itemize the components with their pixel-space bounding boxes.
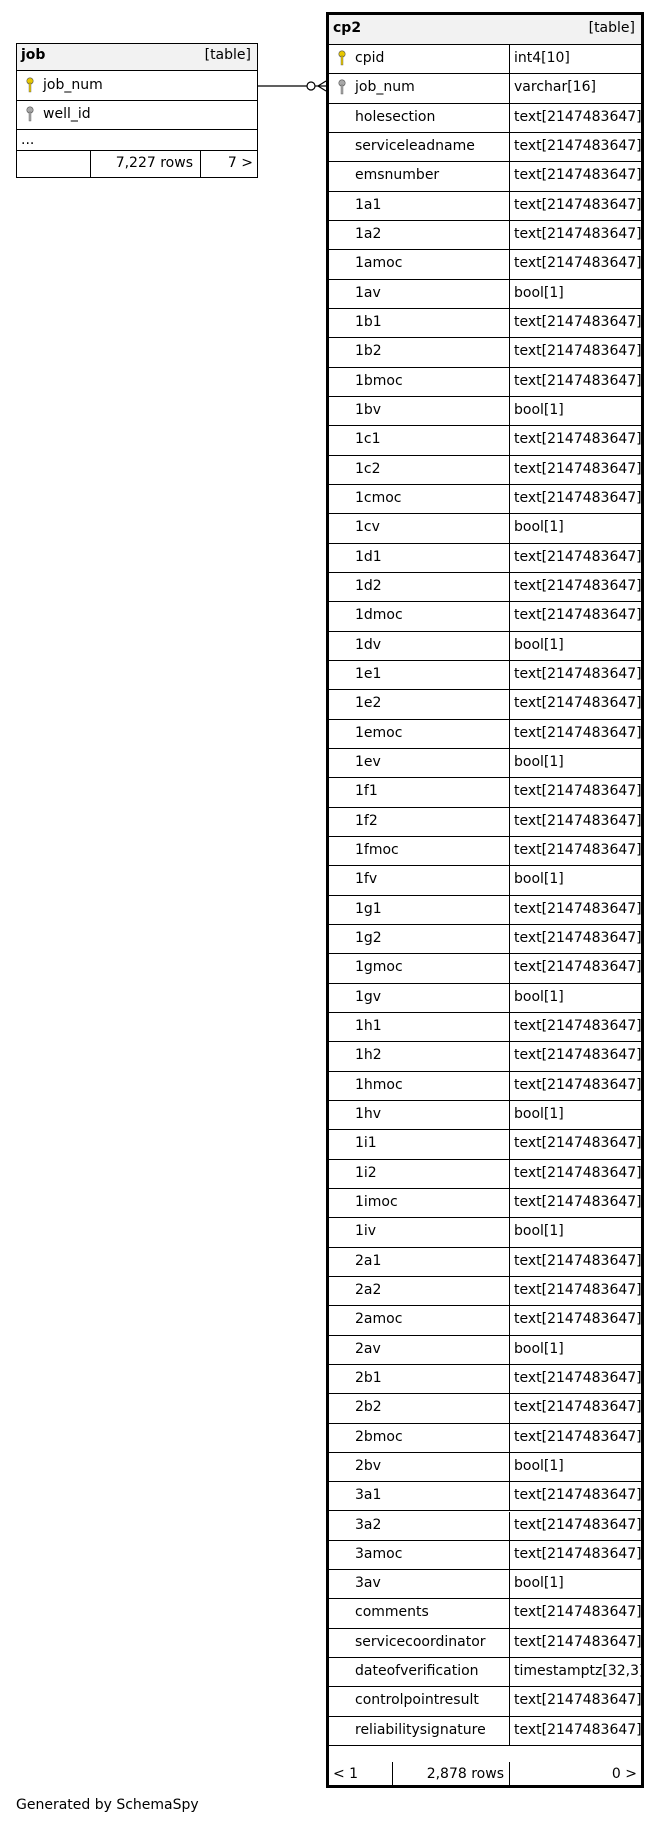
cp2-column-name: 2bmoc [355, 1428, 403, 1445]
cp2-column-row[interactable] [329, 837, 641, 866]
cp2-column-type: text[2147483647] [514, 577, 642, 594]
cp2-column-name: 2a1 [355, 1252, 382, 1269]
cp2-column-row[interactable] [329, 221, 641, 250]
cp2-column-type: text[2147483647] [514, 1369, 642, 1386]
generated-by-footer: Generated by SchemaSpy [16, 1797, 199, 1813]
cp2-column-row[interactable] [329, 1541, 641, 1570]
cp2-column-name: 1i2 [355, 1164, 377, 1181]
cp2-column-type: text[2147483647] [514, 1692, 642, 1709]
cp2-column-type: text[2147483647] [514, 1311, 642, 1328]
cp2-column-row[interactable] [329, 1042, 641, 1071]
cp2-column-row[interactable] [329, 1365, 641, 1394]
cp2-column-row[interactable] [329, 602, 641, 631]
cp2-column-row[interactable] [329, 984, 641, 1013]
cp2-column-name: 2a2 [355, 1281, 382, 1298]
cp2-column-row[interactable] [329, 1717, 641, 1746]
cp2-column-row[interactable] [329, 1248, 641, 1277]
cp2-column-row[interactable] [329, 485, 641, 514]
cp2-column-type: text[2147483647] [514, 900, 642, 917]
cp2-column-type: text[2147483647] [514, 1017, 642, 1034]
cp2-column-name: serviceleadname [355, 137, 475, 154]
cp2-column-name: 1b2 [355, 343, 382, 360]
cp2-column-name: 1dv [355, 636, 382, 653]
job-table-name: job [21, 47, 46, 63]
cp2-column-type: bool[1] [514, 519, 564, 536]
cp2-column-row[interactable] [329, 1512, 641, 1541]
cp2-column-name: 1h2 [355, 1047, 382, 1064]
cp2-column-type: text[2147483647] [514, 1428, 642, 1445]
cp2-column-type: text[2147483647] [514, 1604, 642, 1621]
cp2-column-row[interactable] [329, 1599, 641, 1628]
cp2-column-row[interactable] [329, 954, 641, 983]
cp2-column-name: 2b2 [355, 1399, 382, 1416]
cp2-column-row[interactable] [329, 133, 641, 162]
cp2-column-row[interactable] [329, 632, 641, 661]
cp2-table-header[interactable] [329, 15, 641, 45]
cp2-column-name: reliabilitysignature [355, 1721, 486, 1738]
cp2-column-row[interactable] [329, 1218, 641, 1247]
cp2-column-type: text[2147483647] [514, 1252, 642, 1269]
cp2-column-name: controlpointresult [355, 1692, 479, 1709]
cp2-column-row[interactable] [329, 1424, 641, 1453]
cp2-column-name: 1d1 [355, 548, 382, 565]
cp2-column-row[interactable] [329, 338, 641, 367]
cp2-column-name: 3a1 [355, 1487, 382, 1504]
cp2-column-row[interactable] [329, 896, 641, 925]
cp2-column-type: text[2147483647] [514, 1516, 642, 1533]
cp2-column-row[interactable] [329, 1277, 641, 1306]
cp2-column-name: 1bmoc [355, 372, 403, 389]
cp2-column-name: 1bv [355, 401, 382, 418]
cp2-column-name: 1g1 [355, 900, 382, 917]
cp2-column-type: text[2147483647] [514, 1164, 642, 1181]
cp2-column-type: text[2147483647] [514, 959, 642, 976]
foreign-key-icon [337, 79, 347, 95]
cp2-column-name: 1av [355, 284, 381, 301]
cp2-column-name: servicecoordinator [355, 1633, 486, 1650]
cp2-column-type: text[2147483647] [514, 167, 642, 184]
cp2-column-row[interactable] [329, 573, 641, 602]
cp2-column-row[interactable] [329, 1570, 641, 1599]
cp2-column-type: bool[1] [514, 988, 564, 1005]
cp2-column-name: 2av [355, 1340, 381, 1357]
cp2-column-row[interactable] [329, 192, 641, 221]
cp2-column-type: bool[1] [514, 1340, 564, 1357]
cp2-column-name: cpid [355, 50, 385, 66]
cp2-column-row[interactable] [329, 1072, 641, 1101]
cp2-column-row[interactable] [329, 104, 641, 133]
cp2-column-row[interactable] [329, 720, 641, 749]
cp2-table-footer [329, 1762, 641, 1788]
job-table-kind: [table] [204, 47, 251, 63]
cp2-column-type: bool[1] [514, 284, 564, 301]
cp2-column-row[interactable] [329, 1306, 641, 1335]
cp2-column-name: 1emoc [355, 724, 403, 741]
job-children-link[interactable]: 7 > [227, 155, 253, 171]
cp2-column-row[interactable] [329, 74, 641, 103]
cp2-column-name: 1hv [355, 1105, 382, 1122]
cp2-column-name: 1f1 [355, 783, 378, 800]
cp2-column-name: 1d2 [355, 577, 382, 594]
cp2-column-type: timestamptz[32,3] [514, 1663, 645, 1680]
cp2-table-name: cp2 [333, 20, 362, 36]
cp2-column-type: text[2147483647] [514, 255, 642, 272]
cp2-column-row[interactable] [329, 749, 641, 778]
cp2-column-name: 1b1 [355, 313, 382, 330]
cp2-column-name: 1ev [355, 753, 381, 770]
job-column-name: well_id [43, 106, 91, 122]
cp2-column-type: text[2147483647] [514, 665, 642, 682]
cp2-column-type: text[2147483647] [514, 1545, 642, 1562]
cp2-column-type: bool[1] [514, 1457, 564, 1474]
cp2-column-row[interactable] [329, 1013, 641, 1042]
cp2-column-type: text[2147483647] [514, 841, 642, 858]
cp2-column-row[interactable] [329, 1658, 645, 1687]
cp2-column-name: 3a2 [355, 1516, 382, 1533]
cp2-column-row[interactable] [329, 162, 641, 191]
cp2-column-row[interactable] [329, 368, 641, 397]
cp2-column-name: 1e2 [355, 695, 382, 712]
cp2-column-type: bool[1] [514, 401, 564, 418]
cp2-rows-count: 2,878 rows [426, 1766, 504, 1782]
cp2-column-type: text[2147483647] [514, 196, 642, 213]
cp2-column-name: 1e1 [355, 665, 382, 682]
cp2-column-type: text[2147483647] [514, 724, 642, 741]
cp2-column-type: text[2147483647] [514, 1399, 642, 1416]
cp2-column-type: bool[1] [514, 1223, 564, 1240]
cp2-column-row[interactable] [329, 925, 641, 954]
cp2-column-name: 1imoc [355, 1193, 398, 1210]
cp2-column-name: 1iv [355, 1223, 377, 1240]
cp2-column-row[interactable] [329, 544, 641, 573]
cp2-column-row[interactable] [329, 778, 641, 807]
cp2-parents-link[interactable]: < 1 [333, 1766, 359, 1782]
cp2-column-row[interactable] [329, 1101, 641, 1130]
cp2-column-row[interactable] [329, 1482, 641, 1511]
cp2-column-name: 1a2 [355, 225, 382, 242]
cp2-column-type: text[2147483647] [514, 1135, 642, 1152]
cp2-column-type: bool[1] [514, 1575, 564, 1592]
cp2-column-type: text[2147483647] [514, 1487, 642, 1504]
cp2-column-type: text[2147483647] [514, 1193, 642, 1210]
cp2-column-name: 1hmoc [355, 1076, 403, 1093]
cp2-column-row[interactable] [329, 45, 641, 74]
cp2-column-type: text[2147483647] [514, 1281, 642, 1298]
cp2-column-name: holesection [355, 108, 436, 125]
cp2-column-row[interactable] [329, 250, 641, 279]
cp2-column-type: text[2147483647] [514, 1633, 642, 1650]
cp2-column-name: 1fmoc [355, 841, 399, 858]
cp2-column-type: text[2147483647] [514, 1721, 642, 1738]
cp2-column-type: bool[1] [514, 871, 564, 888]
cp2-column-name: 1c1 [355, 431, 381, 448]
cp2-column-type: bool[1] [514, 753, 564, 770]
cp2-column-row[interactable] [329, 1453, 641, 1482]
job-column-name: job_num [43, 77, 103, 93]
cp2-column-type: text[2147483647] [514, 548, 642, 565]
cp2-column-name: 1fv [355, 871, 378, 888]
cp2-column-row[interactable] [329, 1160, 641, 1189]
cp2-column-type: text[2147483647] [514, 489, 642, 506]
cp2-column-type: text[2147483647] [514, 1076, 642, 1093]
cp2-column-name: 1c2 [355, 460, 381, 477]
cp2-column-name: 1dmoc [355, 607, 403, 624]
cp2-column-row[interactable] [329, 1394, 641, 1423]
cp2-children-link[interactable]: 0 > [611, 1766, 637, 1782]
cp2-column-name: job_num [355, 79, 415, 96]
cp2-column-name: comments [355, 1604, 429, 1621]
cp2-column-row[interactable] [329, 426, 641, 455]
cp2-table[interactable] [326, 12, 644, 1788]
job-rows-count: 7,227 rows [115, 155, 193, 171]
cp2-column-row[interactable] [329, 309, 641, 338]
cp2-column-name: 3av [355, 1575, 381, 1592]
cp2-column-name: 2b1 [355, 1369, 382, 1386]
cp2-column-type: text[2147483647] [514, 372, 642, 389]
cp2-column-row[interactable] [329, 866, 641, 895]
cp2-column-type: bool[1] [514, 1105, 564, 1122]
cp2-column-name: 1a1 [355, 196, 382, 213]
cp2-column-row[interactable] [329, 1189, 641, 1218]
job-ellipsis: ... [21, 132, 35, 148]
cp2-column-name: 1cv [355, 519, 380, 536]
cp2-column-type: text[2147483647] [514, 812, 642, 829]
cp2-column-name: 1gmoc [355, 959, 403, 976]
cp2-column-name: 1amoc [355, 255, 403, 272]
cp2-column-type: int4[10] [514, 50, 570, 66]
cp2-column-type: text[2147483647] [514, 431, 642, 448]
cp2-column-name: 1i1 [355, 1135, 377, 1152]
cp2-column-row[interactable] [329, 1687, 641, 1716]
cp2-column-row[interactable] [329, 397, 641, 426]
cp2-column-name: 1gv [355, 988, 382, 1005]
cp2-column-row[interactable] [329, 690, 641, 719]
cp2-column-type: text[2147483647] [514, 1047, 642, 1064]
cp2-column-type: text[2147483647] [514, 137, 642, 154]
cp2-column-type: text[2147483647] [514, 225, 642, 242]
cp2-column-row[interactable] [329, 661, 641, 690]
cp2-column-type: text[2147483647] [514, 460, 642, 477]
cp2-column-row[interactable] [329, 280, 641, 309]
cp2-column-type: text[2147483647] [514, 313, 642, 330]
cp2-column-name: emsnumber [355, 167, 440, 184]
cp2-column-type: bool[1] [514, 636, 564, 653]
cp2-column-row[interactable] [329, 1130, 641, 1159]
cp2-column-type: text[2147483647] [514, 929, 642, 946]
cp2-column-name: 2amoc [355, 1311, 403, 1328]
cp2-column-row[interactable] [329, 1629, 641, 1658]
cp2-column-type: text[2147483647] [514, 695, 642, 712]
cp2-column-row[interactable] [329, 808, 641, 837]
cp2-column-name: 2bv [355, 1457, 382, 1474]
cp2-column-type: text[2147483647] [514, 343, 642, 360]
cp2-table-kind: [table] [588, 20, 635, 36]
cp2-column-row[interactable] [329, 514, 641, 543]
primary-key-icon [337, 50, 347, 66]
cp2-column-type: text[2147483647] [514, 783, 642, 800]
cp2-column-type: text[2147483647] [514, 607, 642, 624]
cp2-column-name: dateofverification [355, 1663, 479, 1680]
cp2-column-name: 1cmoc [355, 489, 402, 506]
cp2-column-name: 1h1 [355, 1017, 382, 1034]
cp2-column-row[interactable] [329, 1336, 641, 1365]
cp2-column-type: text[2147483647] [514, 108, 642, 125]
cp2-column-name: 3amoc [355, 1545, 403, 1562]
cp2-column-name: 1g2 [355, 929, 382, 946]
cp2-column-name: 1f2 [355, 812, 378, 829]
cp2-column-type: varchar[16] [514, 79, 596, 96]
cp2-column-row[interactable] [329, 456, 641, 485]
